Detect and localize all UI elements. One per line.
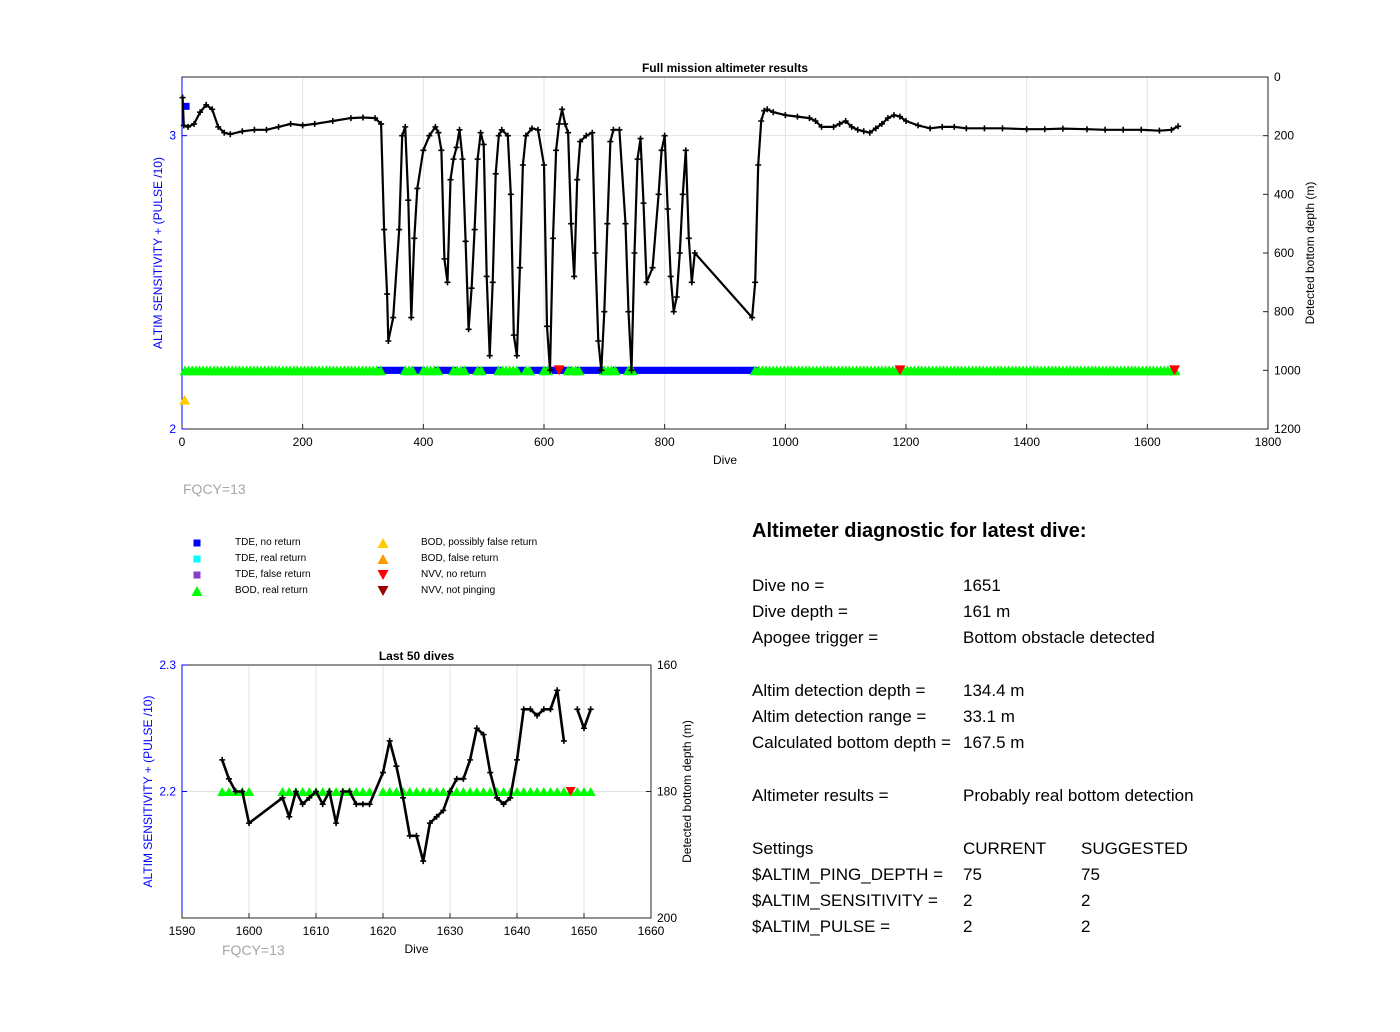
depth-point — [541, 162, 547, 168]
depth-point — [915, 122, 921, 128]
depth-point — [393, 763, 399, 769]
setting-current-ping-depth: 75 — [963, 865, 982, 884]
depth-point — [514, 757, 520, 763]
depth-point — [300, 122, 306, 128]
depth-point — [441, 256, 447, 262]
setting-suggested-pulse: 2 — [1081, 917, 1091, 936]
depth-point — [475, 156, 481, 162]
legend-label: TDE, real return — [235, 553, 307, 564]
setting-current-pulse: 2 — [963, 917, 973, 936]
depth-line — [183, 98, 1179, 371]
legend-marker-triangle-up — [190, 584, 204, 598]
depth-point — [638, 136, 644, 142]
depth-point — [561, 738, 567, 744]
depth-point — [411, 235, 417, 241]
depth-point — [385, 338, 391, 344]
depth-point — [1120, 127, 1126, 133]
y-left-axis-label: ALTIM SENSITIVITY + (PULSE /10) — [151, 157, 165, 349]
diagnostic-title: Altimeter diagnostic for latest dive: — [752, 520, 1087, 542]
depth-point — [472, 227, 478, 233]
setting-suggested-ping-depth: 75 — [1081, 865, 1100, 884]
setting-current-sensitivity: 2 — [963, 891, 973, 910]
depth-point — [408, 315, 414, 321]
depth-point — [1000, 125, 1006, 131]
depth-point — [535, 127, 541, 133]
depth-point — [794, 114, 800, 120]
diag-label-apogee-trigger: Apogee trigger = — [752, 628, 879, 647]
depth-point — [478, 130, 484, 136]
depth-point — [544, 323, 550, 329]
legend-marker-triangle-down — [376, 584, 390, 598]
depth-point — [635, 156, 641, 162]
depth-point — [333, 820, 339, 826]
depth-point — [601, 309, 607, 315]
depth-point — [390, 315, 396, 321]
depth-point — [511, 332, 517, 338]
depth-point — [463, 238, 469, 244]
depth-point — [595, 338, 601, 344]
y-right-axis-label: Detected bottom depth (m) — [1303, 181, 1317, 325]
depth-point — [607, 139, 613, 145]
fqcy-note: FQCY=13 — [222, 942, 285, 958]
depth-point — [227, 131, 233, 137]
depth-point — [553, 147, 559, 153]
depth-point — [399, 133, 405, 139]
y-left-axis-label: ALTIM SENSITIVITY + (PULSE /10) — [141, 695, 155, 888]
depth-point — [568, 221, 574, 227]
y-right-axis-label: Detected bottom depth (m) — [680, 720, 694, 863]
settings-header-suggested: SUGGESTED — [1081, 839, 1188, 858]
depth-point — [469, 285, 475, 291]
x-tick-label: 1800 — [1254, 435, 1282, 449]
depth-point — [514, 353, 520, 359]
depth-point — [668, 273, 674, 279]
x-tick-label: 1200 — [892, 435, 920, 449]
depth-point — [939, 124, 945, 130]
depth-line — [222, 690, 564, 861]
x-tick-label: 200 — [292, 435, 313, 449]
y-right-tick-label: 800 — [1274, 304, 1295, 319]
depth-point — [521, 706, 527, 712]
legend-label: BOD, possibly false return — [421, 537, 538, 548]
depth-point — [396, 227, 402, 233]
depth-point — [755, 162, 761, 168]
x-tick-label: 1610 — [302, 924, 330, 938]
depth-point — [550, 235, 556, 241]
y-right-tick-label: 600 — [1274, 246, 1295, 260]
depth-point — [665, 206, 671, 212]
depth-point — [1084, 126, 1090, 132]
x-tick-label: 1660 — [637, 924, 665, 938]
chart-title: Full mission altimeter results — [641, 61, 809, 75]
setting-label-pulse: $ALTIM_PULSE = — [752, 917, 891, 936]
depth-point — [288, 121, 294, 127]
y-left-tick-label: 3 — [169, 128, 176, 143]
depth-point — [251, 127, 257, 133]
depth-point — [407, 833, 413, 839]
depth-point — [405, 197, 411, 203]
legend-marker-square — [190, 552, 204, 566]
setting-label-sensitivity: $ALTIM_SENSITIVITY = — [752, 891, 938, 910]
depth-point — [686, 235, 692, 241]
depth-point — [348, 115, 354, 121]
setting-suggested-sensitivity: 2 — [1081, 891, 1091, 910]
depth-point — [447, 177, 453, 183]
depth-point — [520, 162, 526, 168]
depth-point — [1060, 126, 1066, 132]
depth-point — [659, 147, 665, 153]
depth-point — [632, 250, 638, 256]
depth-point — [420, 858, 426, 864]
depth-point — [656, 191, 662, 197]
x-tick-label: 1650 — [570, 924, 598, 938]
depth-point — [604, 221, 610, 227]
depth-point — [574, 177, 580, 183]
bod-possibly-false-marker — [179, 395, 190, 405]
depth-point — [402, 124, 408, 130]
x-tick-label: 1590 — [168, 924, 196, 938]
depth-point — [414, 185, 420, 191]
depth-point — [360, 801, 366, 807]
depth-point — [963, 125, 969, 131]
diag-value-apogee-trigger: Bottom obstacle detected — [963, 628, 1155, 647]
legend-marker-square — [190, 536, 204, 550]
x-axis-label: Dive — [712, 453, 738, 467]
setting-label-ping-depth: $ALTIM_PING_DEPTH = — [752, 865, 943, 884]
legend-marker-triangle-down — [376, 568, 390, 582]
depth-point — [460, 156, 466, 162]
depth-point — [683, 147, 689, 153]
depth-point — [861, 128, 867, 134]
diag-value-detection-range: 33.1 m — [963, 707, 1015, 726]
depth-point — [508, 191, 514, 197]
depth-point — [517, 265, 523, 271]
x-tick-label: 1600 — [235, 924, 263, 938]
chart-title: Last 50 dives — [378, 649, 455, 663]
legend-label: BOD, false return — [421, 553, 499, 564]
x-tick-label: 1600 — [1133, 435, 1161, 449]
depth-point — [782, 112, 788, 118]
y-right-tick-label: 0 — [1274, 70, 1281, 84]
depth-point — [671, 309, 677, 315]
depth-point — [571, 273, 577, 279]
depth-point — [677, 250, 683, 256]
depth-point — [662, 133, 668, 139]
fqcy-note: FQCY=13 — [183, 481, 246, 497]
depth-point — [622, 221, 628, 227]
y-right-tick-label: 200 — [1274, 128, 1295, 143]
depth-point — [650, 265, 656, 271]
depth-point — [180, 95, 186, 101]
depth-point — [680, 191, 686, 197]
x-tick-label: 800 — [654, 435, 675, 449]
depth-point — [689, 279, 695, 285]
depth-point — [752, 279, 758, 285]
diag-label-altimeter-results: Altimeter results = — [752, 786, 889, 805]
depth-point — [414, 833, 420, 839]
diag-label-detection-depth: Altim detection depth = — [752, 681, 926, 700]
diag-value-altimeter-results: Probably real bottom detection — [963, 786, 1194, 805]
y-right-tick-label: 200 — [657, 911, 678, 925]
depth-point — [625, 309, 631, 315]
x-tick-label: 1000 — [771, 435, 799, 449]
y-right-tick-label: 1000 — [1274, 363, 1301, 378]
settings-header-current: CURRENT — [963, 839, 1047, 858]
depth-point — [1024, 126, 1030, 132]
depth-point — [484, 273, 490, 279]
depth-point — [674, 294, 680, 300]
y-right-tick-label: 1200 — [1274, 422, 1301, 436]
depth-point — [454, 144, 460, 150]
legend-label: BOD, real return — [235, 585, 308, 596]
depth-point — [610, 127, 616, 133]
depth-point — [592, 250, 598, 256]
depth-point — [466, 326, 472, 332]
x-tick-label: 0 — [178, 435, 186, 449]
legend-label: TDE, false return — [235, 569, 311, 580]
y-left-tick-label: 2 — [169, 422, 176, 436]
legend-marker-triangle-up — [376, 552, 390, 566]
diag-label-detection-range: Altim detection range = — [752, 707, 927, 726]
y-right-tick-label: 160 — [657, 658, 678, 672]
depth-point — [562, 121, 568, 127]
depth-point — [457, 127, 463, 133]
depth-point — [276, 124, 282, 130]
depth-point — [487, 770, 493, 776]
y-right-tick-label: 180 — [657, 784, 678, 799]
settings-header-label: Settings — [752, 839, 814, 858]
depth-point — [360, 114, 366, 120]
y-left-tick-label: 2.3 — [159, 658, 176, 672]
depth-point — [758, 118, 764, 124]
depth-point — [438, 147, 444, 153]
x-tick-label: 1400 — [1013, 435, 1041, 449]
y-left-tick-label: 2.2 — [159, 784, 176, 799]
x-tick-label: 1630 — [436, 924, 464, 938]
depth-point — [263, 127, 269, 133]
depth-point — [239, 128, 245, 134]
legend-marker-square — [190, 568, 204, 582]
legend-label: TDE, no return — [235, 537, 301, 548]
diag-value-dive-depth: 161 m — [963, 602, 1011, 621]
depth-point — [330, 118, 336, 124]
x-tick-label: 1640 — [503, 924, 531, 938]
legend-label: NVV, not pinging — [421, 585, 496, 596]
x-tick-label: 400 — [413, 435, 434, 449]
depth-point — [384, 291, 390, 297]
depth-point — [420, 147, 426, 153]
x-axis-label: Dive — [404, 942, 429, 956]
depth-point — [559, 106, 565, 112]
y-right-tick-label: 400 — [1274, 187, 1295, 202]
depth-point — [565, 130, 571, 136]
legend-label: NVV, no return — [421, 569, 487, 580]
x-tick-label: 1620 — [369, 924, 397, 938]
diag-value-bottom-depth: 167.5 m — [963, 733, 1025, 752]
depth-point — [927, 125, 933, 131]
depth-point — [312, 121, 318, 127]
depth-point — [451, 156, 457, 162]
depth-point — [387, 738, 393, 744]
depth-point — [981, 125, 987, 131]
depth-point — [1138, 127, 1144, 133]
diag-value-detection-depth: 134.4 m — [963, 681, 1025, 700]
x-tick-label: 600 — [533, 435, 555, 449]
diag-label-dive-depth: Dive depth = — [752, 602, 848, 621]
depth-point — [1102, 127, 1108, 133]
depth-point — [1042, 126, 1048, 132]
depth-point — [381, 227, 387, 233]
depth-point — [641, 200, 647, 206]
depth-point — [951, 124, 957, 130]
depth-point — [616, 127, 622, 133]
depth-point — [1156, 128, 1162, 134]
legend-marker-triangle-up — [376, 536, 390, 550]
diag-label-bottom-depth: Calculated bottom depth = — [752, 733, 951, 752]
depth-point — [481, 141, 487, 147]
depth-point — [644, 279, 650, 285]
depth-point — [556, 121, 562, 127]
diag-label-dive-no: Dive no = — [752, 576, 825, 595]
depth-point — [493, 171, 499, 177]
depth-point — [487, 353, 493, 359]
diag-value-dive-no: 1651 — [963, 576, 1001, 595]
depth-point — [444, 279, 450, 285]
depth-point — [490, 279, 496, 285]
